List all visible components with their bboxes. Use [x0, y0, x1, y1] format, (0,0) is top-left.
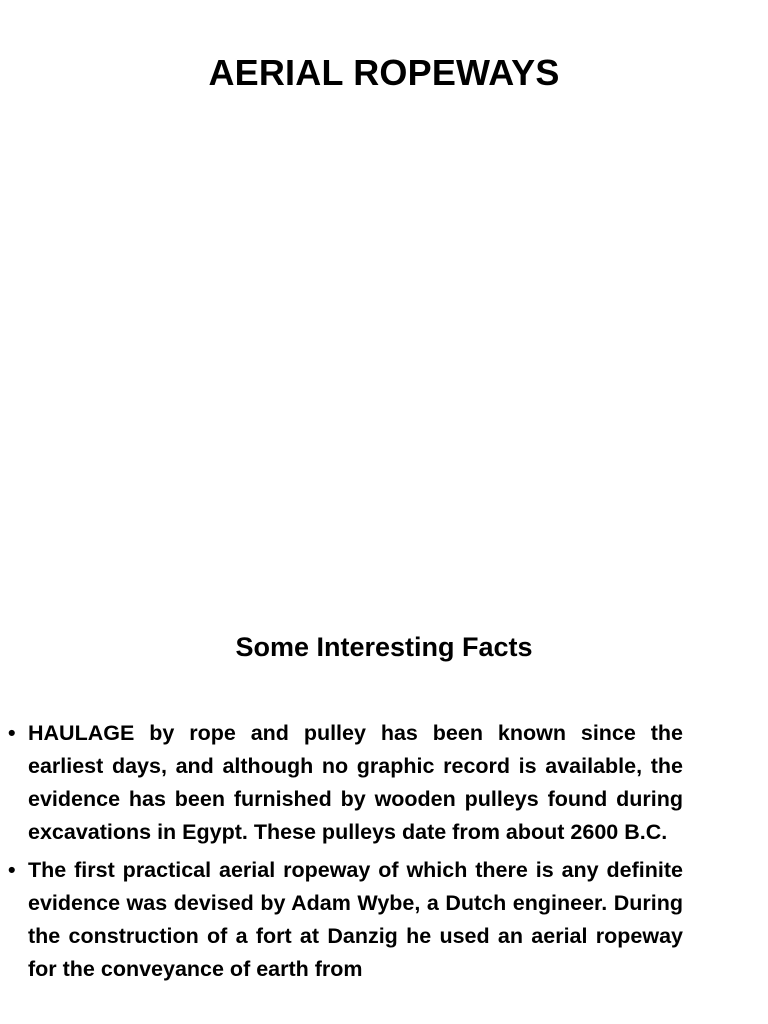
bullet-dot-icon: • — [8, 858, 16, 882]
bullet-item-first-ropeway — [8, 854, 683, 986]
bullet-item-haulage — [8, 717, 683, 849]
bullet-text: HAULAGE by rope and pulley has been known since the earliest days, and although no graphic record is available, the evidence has been furnished by wooden pulleys found during excavations in Egypt. These pulleys date from about 2600 B.C. — [28, 721, 683, 844]
bullet-dot-icon: • — [8, 721, 16, 745]
bullet-text: The first practical aerial ropeway of which there is any definite evidence was devised by Adam Wybe, a Dutch engineer. During the construction of a fort at Danzig he used an aerial ropeway for the conveyance of earth from — [28, 858, 683, 981]
section-heading: Some Interesting Facts — [235, 632, 533, 662]
slide-title: AERIAL ROPEWAYS — [208, 52, 560, 93]
facts-bullet-list — [8, 717, 683, 991]
